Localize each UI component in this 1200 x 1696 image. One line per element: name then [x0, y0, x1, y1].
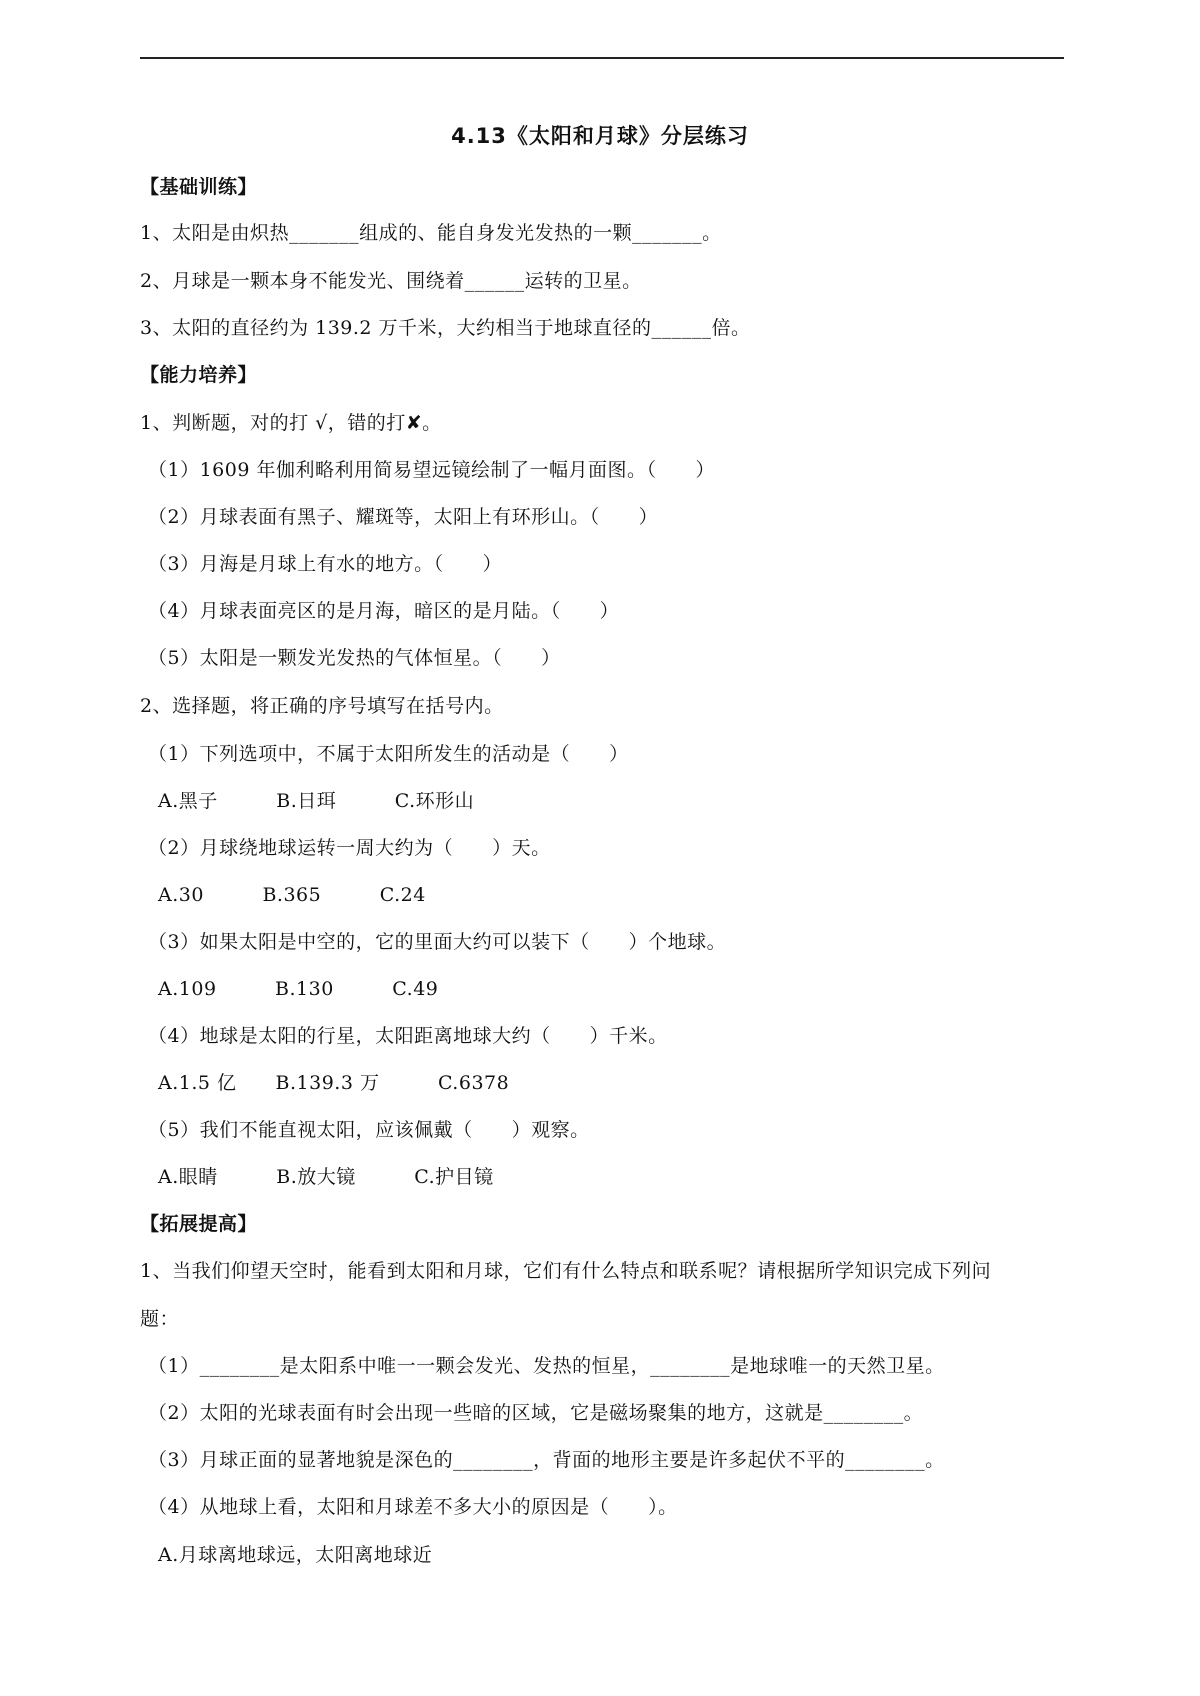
section-heading-basic: 【基础训练】 — [140, 176, 258, 198]
basic-question-1: 1、太阳是由炽热_______组成的、能自身发光发热的一颗_______。 — [140, 222, 722, 244]
choice-options: A.109 B.130 C.49 — [158, 978, 439, 1000]
choice-options: A.黑子 B.日珥 C.环形山 — [158, 790, 475, 812]
extend-item: （3）月球正面的显著地貌是深色的________，背面的地形主要是许多起伏不平的________。 — [148, 1449, 945, 1471]
choice-question: （3）如果太阳是中空的，它的里面大约可以装下（ ）个地球。 — [148, 931, 727, 953]
extend-option-a: A.月球离地球远，太阳离地球近 — [158, 1544, 433, 1566]
extend-intro-line-1: 1、当我们仰望天空时，能看到太阳和月球，它们有什么特点和联系呢？请根据所学知识完成下列问 — [140, 1260, 992, 1282]
choice-question: （4）地球是太阳的行星，太阳距离地球大约（ ）千米。 — [148, 1025, 668, 1047]
basic-question-3: 3、太阳的直径约为 139.2 万千米，大约相当于地球直径的______倍。 — [140, 317, 751, 339]
extend-intro-line-2: 题： — [140, 1308, 180, 1330]
judge-item: （4）月球表面亮区的是月海，暗区的是月陆。（ ） — [148, 600, 620, 622]
judge-item: （1）1609 年伽利略利用简易望远镜绘制了一幅月面图。（ ） — [148, 459, 715, 481]
extend-item: （1）________是太阳系中唯一一颗会发光、发热的恒星，________是地球唯一的天然卫星。 — [148, 1355, 945, 1377]
judge-intro: 1、判断题，对的打 √，错的打✘。 — [140, 412, 442, 434]
choice-options: A.眼睛 B.放大镜 C.护目镜 — [158, 1166, 494, 1188]
judge-item: （3）月海是月球上有水的地方。（ ） — [148, 553, 503, 575]
choice-intro: 2、选择题，将正确的序号填写在括号内。 — [140, 695, 504, 717]
judge-item: （2）月球表面有黑子、耀斑等，太阳上有环形山。（ ） — [148, 506, 659, 528]
extend-item: （2）太阳的光球表面有时会出现一些暗的区域，它是磁场聚集的地方，这就是________。 — [148, 1402, 924, 1424]
page-title: 4.13《太阳和月球》分层练习 — [451, 124, 749, 148]
section-heading-ability: 【能力培养】 — [140, 364, 258, 386]
header-rule — [140, 57, 1064, 59]
basic-question-2: 2、月球是一颗本身不能发光、围绕着______运转的卫星。 — [140, 270, 642, 292]
section-heading-extend: 【拓展提高】 — [140, 1213, 258, 1235]
choice-options: A.1.5 亿 B.139.3 万 C.6378 — [158, 1072, 510, 1094]
choice-question: （2）月球绕地球运转一周大约为（ ）天。 — [148, 837, 551, 859]
choice-question: （5）我们不能直视太阳，应该佩戴（ ）观察。 — [148, 1119, 590, 1141]
extend-item: （4）从地球上看，太阳和月球差不多大小的原因是（ ）。 — [148, 1496, 678, 1518]
choice-question: （1）下列选项中，不属于太阳所发生的活动是（ ） — [148, 743, 629, 765]
choice-options: A.30 B.365 C.24 — [158, 884, 426, 906]
judge-item: （5）太阳是一颗发光发热的气体恒星。（ ） — [148, 647, 561, 669]
